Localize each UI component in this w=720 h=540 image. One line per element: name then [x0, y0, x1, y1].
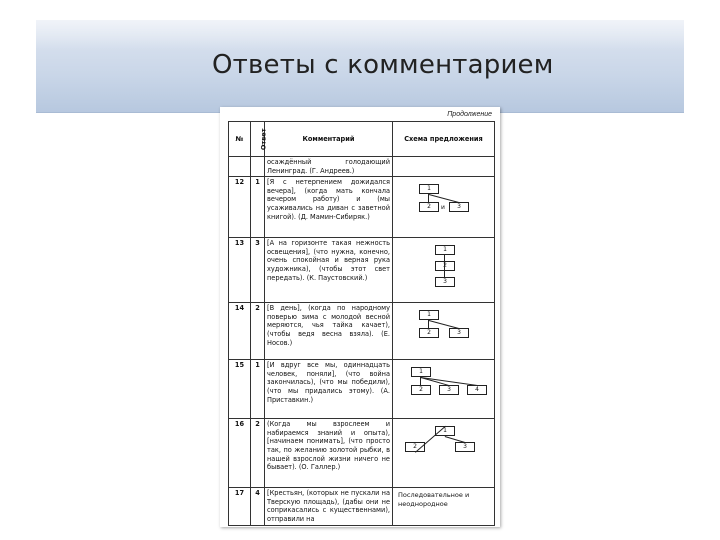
scheme-link: [444, 255, 445, 277]
row-answer: 2: [251, 419, 265, 488]
scheme-link: [428, 194, 429, 202]
scheme-box: 2: [435, 261, 455, 271]
row-scheme: [393, 360, 495, 419]
scheme-box: 3: [439, 385, 459, 395]
row-comment: осаждённый голодающий Ленинград. (Г. Андреев.): [265, 157, 393, 177]
scheme-box: 2: [405, 442, 425, 452]
row-answer: 1: [251, 177, 265, 238]
scheme-and-label: и: [441, 204, 445, 212]
scheme-box: 3: [449, 328, 469, 338]
table-row: [229, 303, 495, 360]
continuation-label: Продолжение: [447, 111, 492, 118]
row-comment: (Когда мы взрослеем и набираемся знаний и опыта), [начинаем понимать], (что просто так, по желанию золотой рыбки, в нашей взрослой жизни ничего не бывает). (О. Галлер.): [265, 419, 393, 488]
scheme-link: [428, 320, 429, 328]
scheme-text: Последовательное и неоднородное: [398, 491, 470, 508]
scheme-link: [415, 426, 446, 453]
table-row: [229, 488, 495, 525]
scanned-page: [220, 107, 500, 527]
sentence-scheme: [395, 239, 492, 301]
row-answer: [251, 157, 265, 177]
table-header-row: [229, 122, 495, 157]
row-comment: [В день], (когда по народному поверью зима с молодой весной меряются, чья тайка качает), (чтобы ведя весна взяла). (Е. Носов.): [265, 303, 393, 360]
row-comment: [Крестьян, (которых не пускали на Тверскую площадь), (дабы они не соприкасались с кущественнами), отправили на: [265, 488, 393, 525]
row-number: 16: [229, 419, 251, 488]
row-scheme: [393, 303, 495, 360]
slide-title: Ответы с комментарием: [212, 50, 554, 80]
row-comment: [А на горизонте такая нежность освещения], (что нужна, конечно, очень спокойная и верная рука художника), (чтобы этот свет передать). (К. Паустовский.): [265, 238, 393, 303]
scheme-box: 1: [435, 426, 455, 436]
row-number: [229, 157, 251, 177]
scheme-box: 2: [419, 328, 439, 338]
header-num: №: [229, 122, 251, 157]
sentence-scheme: [395, 420, 492, 486]
sentence-scheme: [395, 178, 492, 236]
sentence-scheme: [395, 304, 492, 358]
answers-table: [228, 121, 495, 526]
scheme-link: [420, 377, 421, 385]
scheme-box: 1: [419, 184, 439, 194]
row-number: 17: [229, 488, 251, 525]
scheme-box: 3: [435, 277, 455, 287]
row-scheme: [393, 177, 495, 238]
row-scheme: [393, 157, 495, 177]
sentence-scheme: [395, 361, 492, 417]
row-comment: [И вдруг все мы, одиннадцать человек, поняли], (что война закончилась), (что мы победили), (что мы придались этому). (А. Приставкин.): [265, 360, 393, 419]
row-answer: 3: [251, 238, 265, 303]
scheme-box: 3: [449, 202, 469, 212]
row-scheme: [393, 238, 495, 303]
scheme-box: 1: [411, 367, 431, 377]
row-number: 14: [229, 303, 251, 360]
row-answer: 2: [251, 303, 265, 360]
row-number: 13: [229, 238, 251, 303]
table-row: [229, 157, 495, 177]
scheme-box: 2: [419, 202, 439, 212]
scheme-box: 3: [455, 442, 475, 452]
banner-gloss: [36, 20, 684, 50]
header-answer: Ответ: [251, 122, 265, 157]
scheme-box: 2: [411, 385, 431, 395]
row-answer: 1: [251, 360, 265, 419]
table-row: [229, 177, 495, 238]
scheme-box: 1: [435, 245, 455, 255]
row-scheme: [393, 419, 495, 488]
row-scheme: [393, 488, 495, 525]
scheme-box: 4: [467, 385, 487, 395]
table-row: [229, 360, 495, 419]
row-number: 15: [229, 360, 251, 419]
table-row: [229, 419, 495, 488]
row-comment: [Я с нетерпением дожидался вечера], (когда мать кончала вечером работу) и (мы усаживались на диван с заветной книгой). (Д. Мамин-Сибиряк.): [265, 177, 393, 238]
header-comment: Комментарий: [265, 122, 393, 157]
header-scheme: Схема предложения: [393, 122, 495, 157]
row-answer: 4: [251, 488, 265, 525]
scheme-box: 1: [419, 310, 439, 320]
table-row: [229, 238, 495, 303]
row-number: 12: [229, 177, 251, 238]
